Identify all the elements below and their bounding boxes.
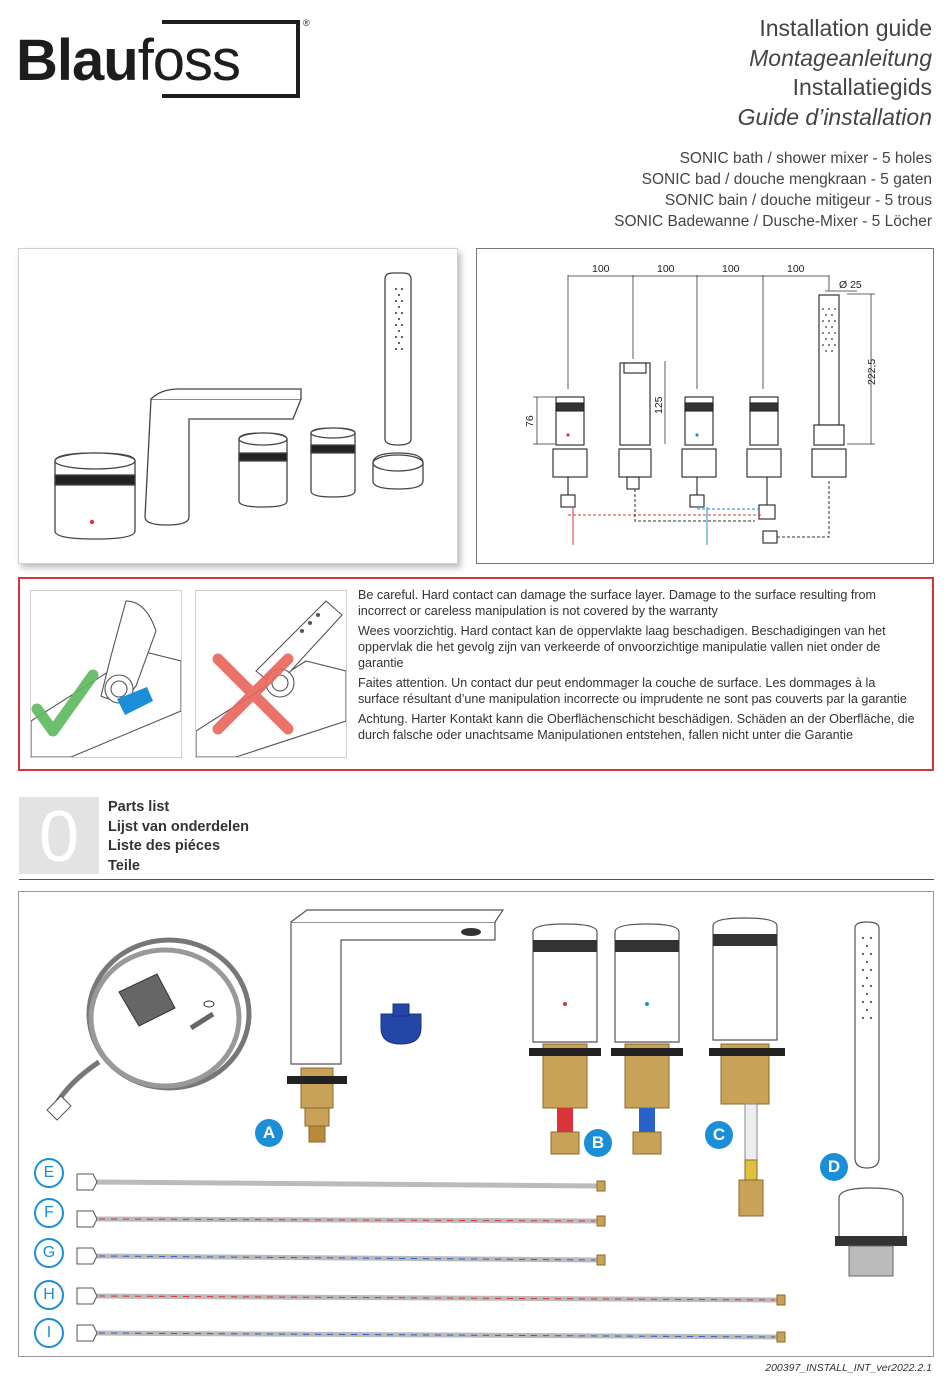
technical-drawing bbox=[477, 249, 933, 563]
part-label-b: B bbox=[584, 1129, 612, 1157]
hose-label-h: H bbox=[34, 1280, 64, 1310]
section-divider bbox=[19, 879, 934, 880]
parts-illustration bbox=[19, 892, 933, 1356]
dim-spacing-3: 100 bbox=[722, 263, 740, 275]
incorrect-handling-image bbox=[195, 590, 347, 758]
brand-logo bbox=[16, 18, 310, 102]
logo-wordmark bbox=[16, 28, 241, 93]
product-subtitles bbox=[614, 148, 932, 232]
subtitle-nl: SONIC bad / douche mengkraan - 5 gaten bbox=[641, 171, 932, 188]
hose-label-i: I bbox=[34, 1318, 64, 1348]
section-labels bbox=[108, 798, 249, 876]
guide-titles bbox=[738, 14, 932, 132]
subtitle-fr: SONIC bain / douche mitigeur - 5 trous bbox=[664, 192, 932, 209]
warning-text bbox=[358, 587, 918, 747]
registered-mark: ® bbox=[303, 18, 310, 28]
product-illustration-panel bbox=[18, 248, 458, 564]
dim-spacing-1: 100 bbox=[592, 263, 610, 275]
section-label-fr: Liste des piéces bbox=[108, 838, 221, 854]
warning-en: Be careful. Hard contact can damage the surface layer. Damage to the surface resulting from incorrect or careless manipulation is not covered by the warranty bbox=[358, 588, 877, 618]
warning-fr: Faites attention. Un contact dur peut endommager la couche de surface. Les dommages à la surface résultant d’une manipulation incorrecte ou imprudente ne sont pas couverts par la garantie bbox=[358, 676, 907, 706]
warning-de: Achtung. Harter Kontakt kann die Oberflächenschicht beschädigen. Schäden an der Oberfläche, die durch falsche oder unachtsame Manipulationen entstehen, fallen nicht unter die Garantie bbox=[358, 712, 915, 742]
dim-diameter: Ø 25 bbox=[839, 279, 862, 291]
dim-height-spout: 125 bbox=[653, 396, 665, 414]
correct-handling-illustration bbox=[31, 591, 181, 757]
document-code: 200397_INSTALL_INT_ver2022.2.1 bbox=[765, 1362, 932, 1374]
parts-panel bbox=[18, 891, 934, 1357]
logo-part-2: foss bbox=[137, 28, 241, 93]
hose-label-g: G bbox=[34, 1238, 64, 1268]
hose-label-e: E bbox=[34, 1158, 64, 1188]
part-label-d: D bbox=[820, 1153, 848, 1181]
technical-drawing-panel bbox=[476, 248, 934, 564]
title-en: Installation guide bbox=[759, 15, 932, 41]
correct-handling-image bbox=[30, 590, 182, 758]
dim-height-valve: 76 bbox=[524, 415, 536, 427]
dim-spacing-4: 100 bbox=[787, 263, 805, 275]
part-label-c: C bbox=[705, 1121, 733, 1149]
title-de: Montageanleitung bbox=[749, 44, 932, 71]
section-number: 0 bbox=[19, 797, 99, 874]
subtitle-de: SONIC Badewanne / Dusche-Mixer - 5 Löcher bbox=[614, 213, 932, 230]
section-label-de: Teile bbox=[108, 857, 140, 874]
dim-height-hand-shower: 222,5 bbox=[866, 358, 878, 385]
title-nl: Installatiegids bbox=[792, 74, 932, 100]
incorrect-handling-illustration bbox=[196, 591, 346, 757]
hose-label-f: F bbox=[34, 1198, 64, 1228]
title-fr: Guide d’installation bbox=[737, 103, 932, 130]
subtitle-en: SONIC bath / shower mixer - 5 holes bbox=[679, 150, 932, 167]
warning-box bbox=[18, 577, 934, 771]
logo-part-1: Blau bbox=[16, 28, 138, 93]
product-illustration bbox=[19, 249, 459, 565]
warning-nl: Wees voorzichtig. Hard contact kan de oppervlakte laag beschadigen. Beschadigingen van het oppervlak die het gevolg zijn van verkeerde of onvoorzichtige manipulatie vallen niet onder de garantie bbox=[358, 624, 886, 670]
dim-spacing-2: 100 bbox=[657, 263, 675, 275]
section-label-en: Parts list bbox=[108, 799, 170, 815]
section-label-nl: Lijst van onderdelen bbox=[108, 818, 249, 835]
part-label-a: A bbox=[255, 1119, 283, 1147]
